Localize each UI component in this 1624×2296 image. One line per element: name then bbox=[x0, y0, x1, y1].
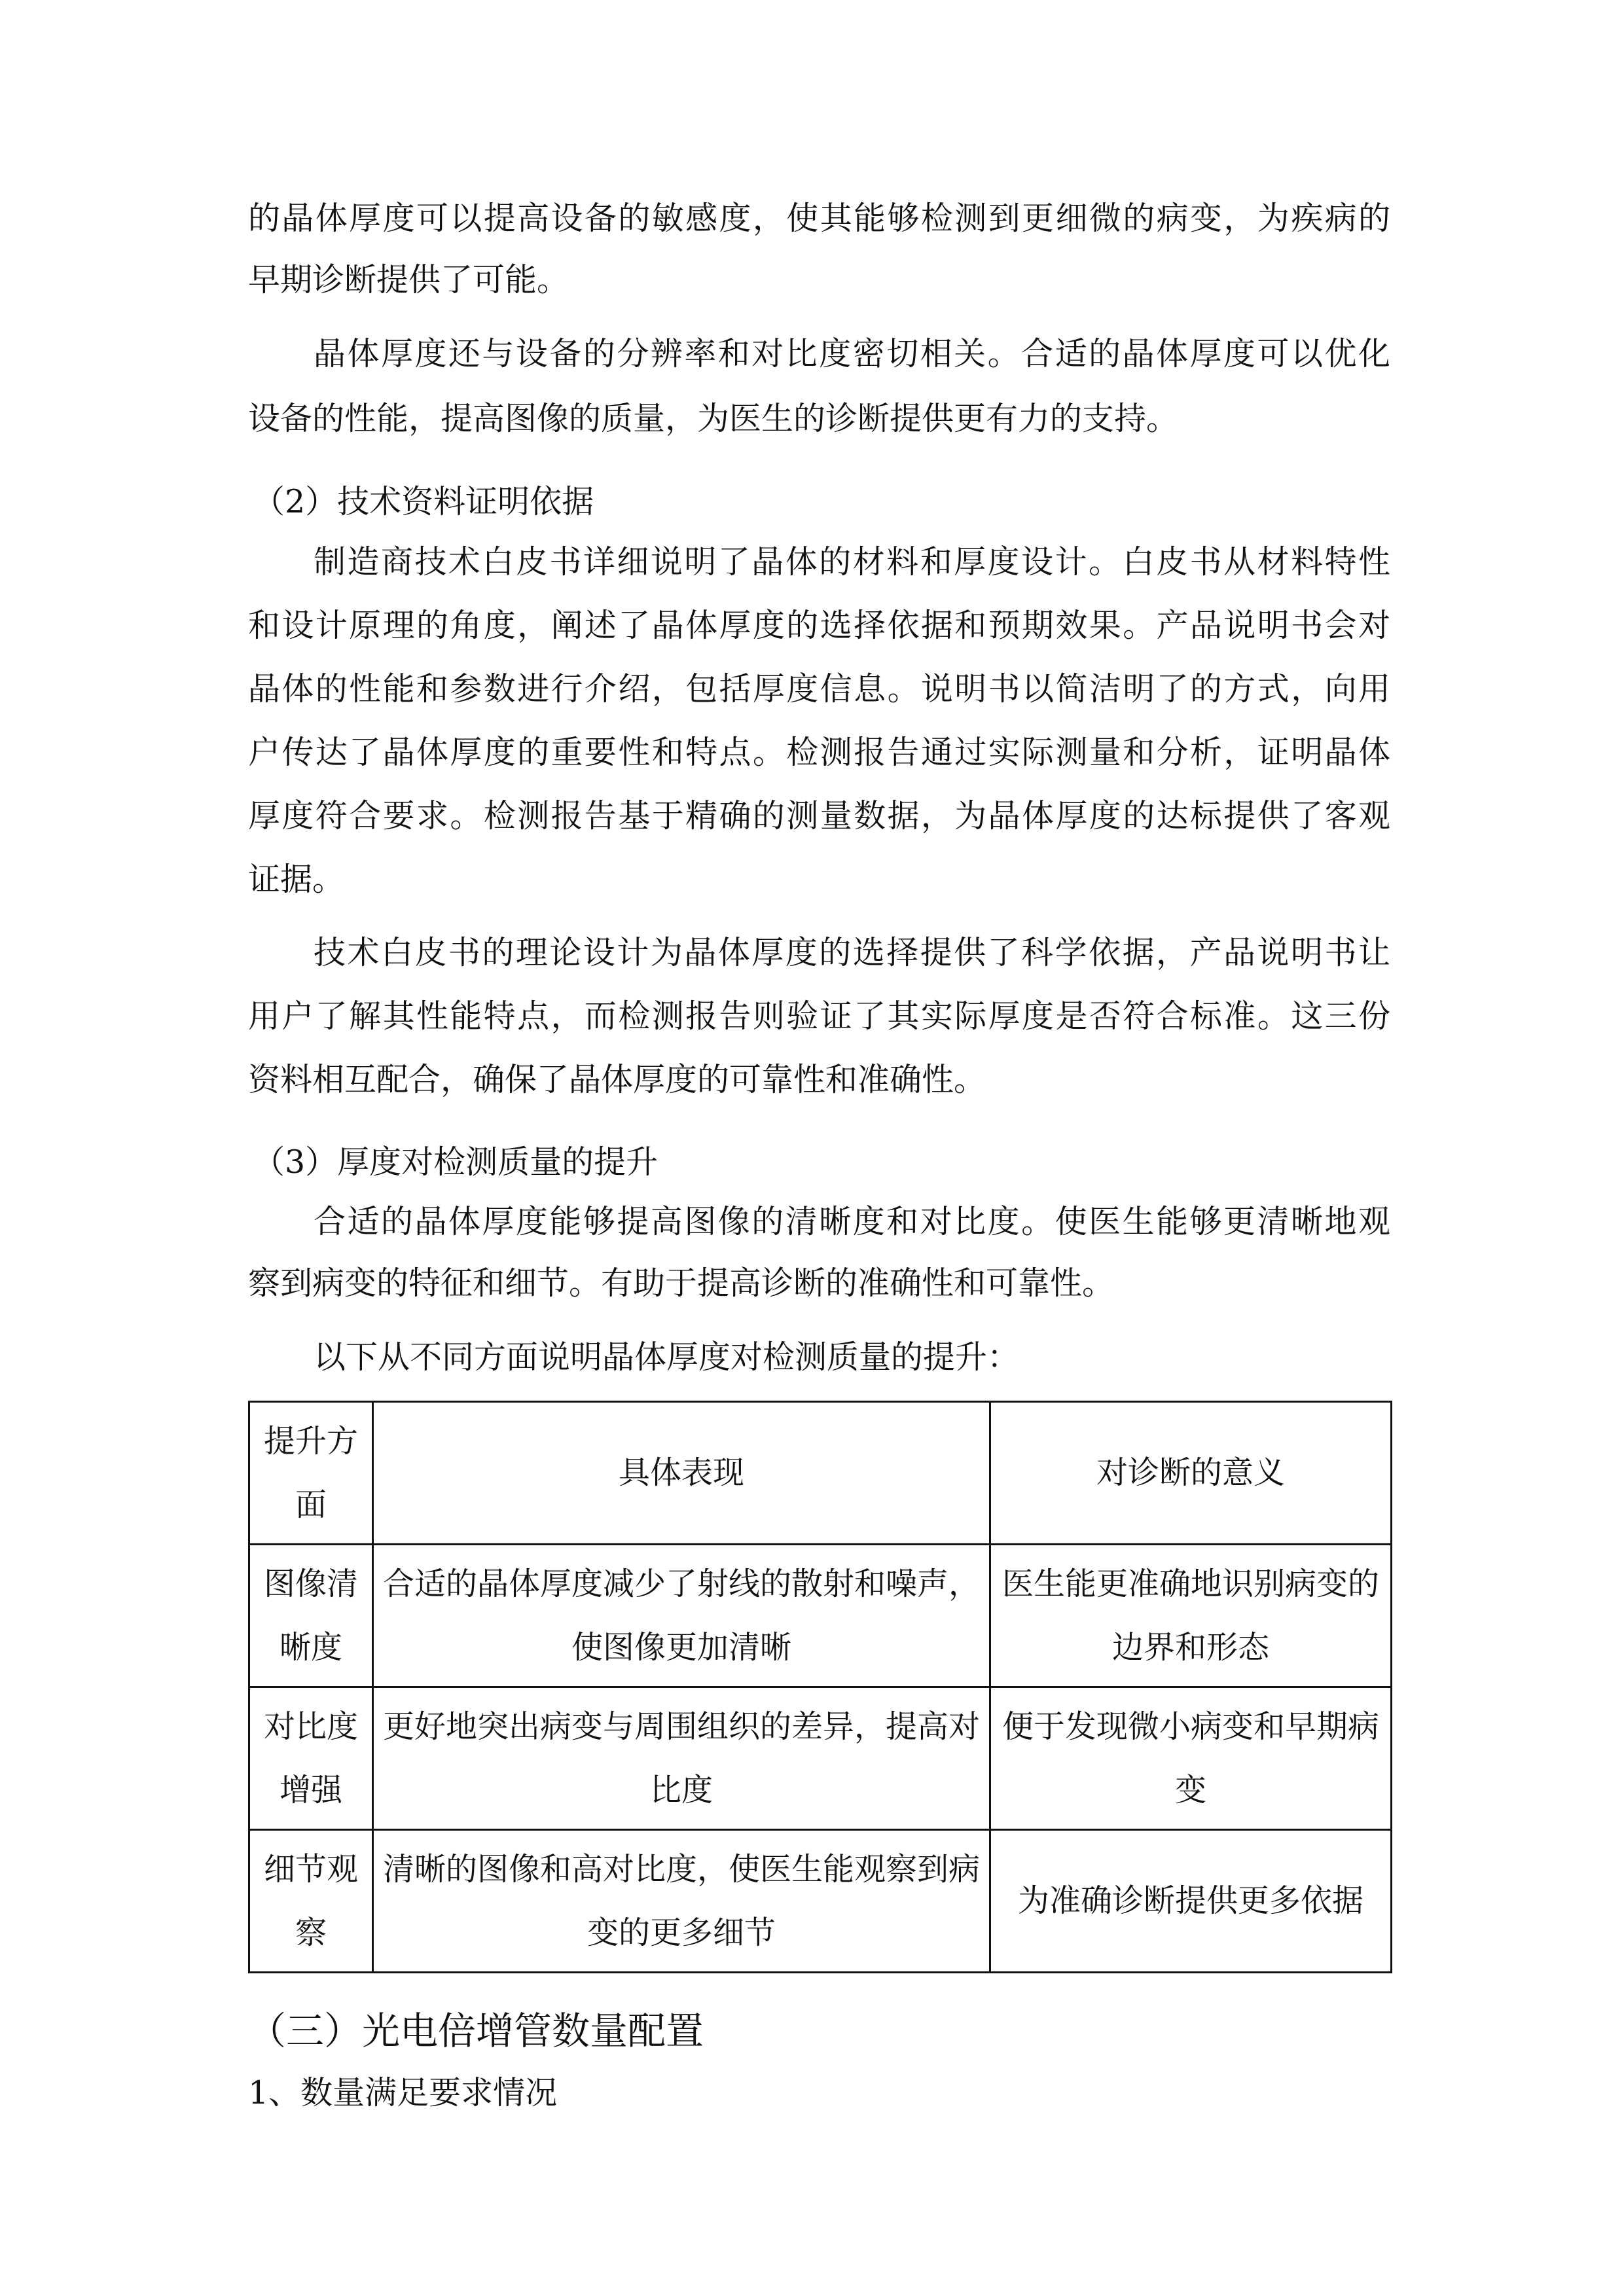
table-cell: 更好地突出病变与周围组织的差异，提高对比度 bbox=[373, 1687, 990, 1830]
paragraph-line: 技术白皮书的理论设计为晶体厚度的选择提供了科学依据，产品说明书让 bbox=[314, 934, 1390, 971]
table-cell: 图像清晰度 bbox=[249, 1545, 373, 1687]
table-cell: 对比度增强 bbox=[249, 1687, 373, 1830]
section-heading: （三）光电倍增管数量配置 bbox=[248, 2009, 704, 2053]
paragraph-line: 以下从不同方面说明晶体厚度对检测质量的提升： bbox=[314, 1338, 1020, 1376]
table-header-row bbox=[249, 1402, 1392, 1545]
paragraph-line: 的晶体厚度可以提高设备的敏感度，使其能够检测到更细微的病变，为疾病的 bbox=[248, 200, 1390, 237]
paragraph-line: 厚度符合要求。检测报告基于精确的测量数据，为晶体厚度的达标提供了客观 bbox=[248, 797, 1390, 834]
table-row bbox=[249, 1545, 1392, 1687]
table-cell: 便于发现微小病变和早期病变 bbox=[990, 1687, 1392, 1830]
paragraph-line: 合适的晶体厚度能够提高图像的清晰度和对比度。使医生能够更清晰地观 bbox=[314, 1203, 1390, 1240]
quality-table bbox=[248, 1401, 1392, 1973]
paragraph-line: 早期诊断提供了可能。 bbox=[248, 261, 569, 298]
paragraph-line: 用户了解其性能特点，而检测报告则验证了其实际厚度是否符合标准。这三份 bbox=[248, 997, 1390, 1035]
paragraph-line: 证据。 bbox=[248, 861, 345, 898]
paragraph-line: 晶体厚度还与设备的分辨率和对比度密切相关。合适的晶体厚度可以优化 bbox=[314, 335, 1390, 372]
table-cell: 医生能更准确地识别病变的边界和形态 bbox=[990, 1545, 1392, 1687]
table-row bbox=[249, 1830, 1392, 1973]
table-header: 具体表现 bbox=[373, 1402, 990, 1545]
table-cell: 合适的晶体厚度减少了射线的散射和噪声，使图像更加清晰 bbox=[373, 1545, 990, 1687]
table-cell: 为准确诊断提供更多依据 bbox=[990, 1830, 1392, 1973]
paragraph-line: 晶体的性能和参数进行介绍，包括厚度信息。说明书以简洁明了的方式，向用 bbox=[248, 670, 1390, 708]
subheading-3: （3）厚度对检测质量的提升 bbox=[253, 1143, 659, 1181]
paragraph-line: 户传达了晶体厚度的重要性和特点。检测报告通过实际测量和分析，证明晶体 bbox=[248, 734, 1390, 771]
paragraph-line: 察到病变的特征和细节。有助于提高诊断的准确性和可靠性。 bbox=[248, 1265, 1115, 1302]
paragraph-line: 和设计原理的角度，阐述了晶体厚度的选择依据和预期效果。产品说明书会对 bbox=[248, 607, 1390, 644]
table-header: 提升方面 bbox=[249, 1402, 373, 1545]
table-header: 对诊断的意义 bbox=[990, 1402, 1392, 1545]
paragraph-line: 设备的性能，提高图像的质量，为医生的诊断提供更有力的支持。 bbox=[248, 400, 1179, 437]
table-cell: 清晰的图像和高对比度，使医生能观察到病变的更多细节 bbox=[373, 1830, 990, 1973]
subsection-heading: 1、数量满足要求情况 bbox=[248, 2074, 558, 2111]
table-cell: 细节观察 bbox=[249, 1830, 373, 1973]
table-row bbox=[249, 1687, 1392, 1830]
subheading-2: （2）技术资料证明依据 bbox=[253, 483, 594, 520]
paragraph-line: 制造商技术白皮书详细说明了晶体的材料和厚度设计。白皮书从材料特性 bbox=[314, 543, 1390, 581]
paragraph-line: 资料相互配合，确保了晶体厚度的可靠性和准确性。 bbox=[248, 1061, 986, 1098]
